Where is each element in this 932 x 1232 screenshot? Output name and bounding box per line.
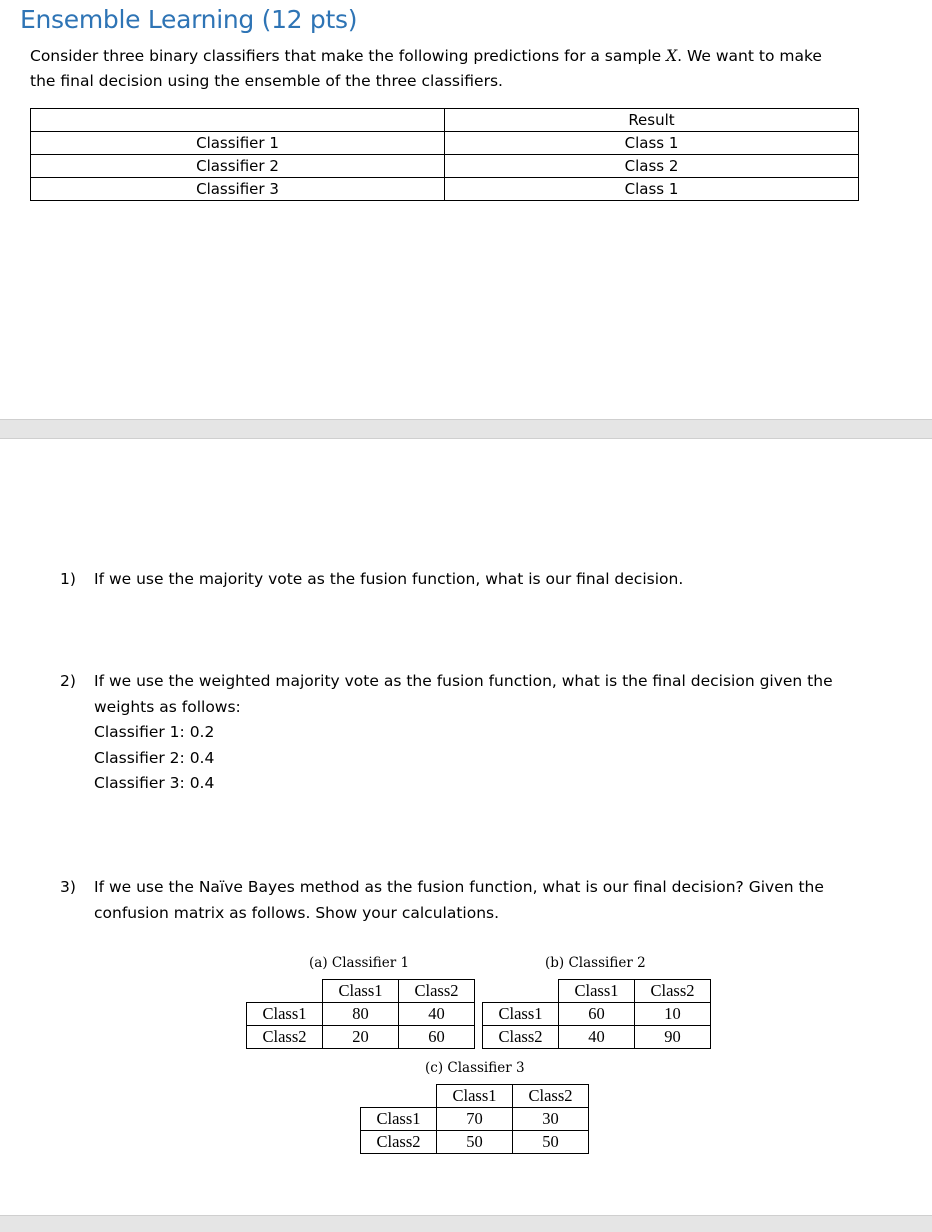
column-header: Class1 xyxy=(559,980,635,1003)
matrix-cell: 10 xyxy=(635,1003,711,1026)
matrix-cell: 90 xyxy=(635,1026,711,1049)
question-2 xyxy=(60,669,833,797)
question-number: 1) xyxy=(60,570,76,588)
matrix-row xyxy=(361,1108,589,1131)
question-text: If we use the Naïve Bayes method as the fusion function, what is our final decision? Given the xyxy=(94,878,824,896)
intro-paragraph xyxy=(30,44,850,94)
classifier-name: Classifier 2 xyxy=(31,155,445,178)
matrix-corner xyxy=(483,980,559,1003)
question-1 xyxy=(60,567,683,593)
question-number: 2) xyxy=(60,672,76,690)
classifier-result: Class 1 xyxy=(445,132,859,155)
page-break xyxy=(0,419,932,439)
matrix-row xyxy=(247,1003,475,1026)
matrix-cell: 80 xyxy=(323,1003,399,1026)
matrix-cell: 30 xyxy=(513,1108,589,1131)
matrix-cell: 70 xyxy=(437,1108,513,1131)
matrix-row xyxy=(247,1026,475,1049)
prediction-table xyxy=(30,108,859,201)
table-row xyxy=(31,132,859,155)
row-header: Class2 xyxy=(483,1026,559,1049)
matrix-corner xyxy=(361,1085,437,1108)
matrix-cell: 40 xyxy=(559,1026,635,1049)
intro-text-end: . We want to make xyxy=(677,47,822,65)
matrix-b-caption: (b) Classifier 2 xyxy=(545,955,646,971)
question-text: If we use the weighted majority vote as the fusion function, what is the final decision given the xyxy=(94,672,833,690)
matrix-cell: 50 xyxy=(513,1131,589,1154)
column-header: Class2 xyxy=(399,980,475,1003)
intro-line-2: the final decision using the ensemble of the three classifiers. xyxy=(30,72,503,90)
weight-classifier-2: Classifier 2: 0.4 xyxy=(94,748,215,767)
question-text: weights as follows: xyxy=(94,697,241,716)
question-text: If we use the majority vote as the fusion function, what is our final decision. xyxy=(94,570,684,588)
intro-text: Consider three binary classifiers that make the following predictions for a sample xyxy=(30,47,667,65)
weight-classifier-3: Classifier 3: 0.4 xyxy=(94,774,215,792)
header-cell-empty xyxy=(31,109,445,132)
matrix-header-row xyxy=(247,980,475,1003)
confusion-matrix-c xyxy=(360,1084,589,1154)
classifier-name: Classifier 1 xyxy=(31,132,445,155)
matrix-cell: 50 xyxy=(437,1131,513,1154)
matrix-cell: 60 xyxy=(399,1026,475,1049)
matrix-a-caption: (a) Classifier 1 xyxy=(309,955,410,971)
matrix-header-row xyxy=(483,980,711,1003)
matrix-corner xyxy=(247,980,323,1003)
column-header: Class2 xyxy=(635,980,711,1003)
column-header: Class2 xyxy=(513,1085,589,1108)
classifier-result: Class 2 xyxy=(445,155,859,178)
sample-variable: X xyxy=(666,47,678,65)
matrix-row xyxy=(483,1026,711,1049)
row-header: Class2 xyxy=(247,1026,323,1049)
column-header: Class1 xyxy=(437,1085,513,1108)
matrix-c-caption: (c) Classifier 3 xyxy=(425,1060,525,1076)
table-row xyxy=(31,155,859,178)
row-header: Class2 xyxy=(361,1131,437,1154)
matrix-header-row xyxy=(361,1085,589,1108)
matrix-row xyxy=(361,1131,589,1154)
matrix-cell: 60 xyxy=(559,1003,635,1026)
matrix-cell: 40 xyxy=(399,1003,475,1026)
table-row xyxy=(31,178,859,201)
matrix-cell: 20 xyxy=(323,1026,399,1049)
question-3 xyxy=(60,875,824,926)
classifier-result: Class 1 xyxy=(445,178,859,201)
confusion-matrix-b xyxy=(482,979,711,1049)
row-header: Class1 xyxy=(361,1108,437,1131)
question-text: confusion matrix as follows. Show your calculations. xyxy=(94,903,500,922)
header-cell-result: Result xyxy=(445,109,859,132)
section-title: Ensemble Learning (12 pts) xyxy=(20,5,358,34)
classifier-name: Classifier 3 xyxy=(31,178,445,201)
column-header: Class1 xyxy=(323,980,399,1003)
matrix-row xyxy=(483,1003,711,1026)
page-break xyxy=(0,1215,932,1232)
table-header-row xyxy=(31,109,859,132)
question-number: 3) xyxy=(60,878,76,896)
row-header: Class1 xyxy=(247,1003,323,1026)
row-header: Class1 xyxy=(483,1003,559,1026)
confusion-matrix-a xyxy=(246,979,475,1049)
weight-classifier-1: Classifier 1: 0.2 xyxy=(94,723,215,741)
